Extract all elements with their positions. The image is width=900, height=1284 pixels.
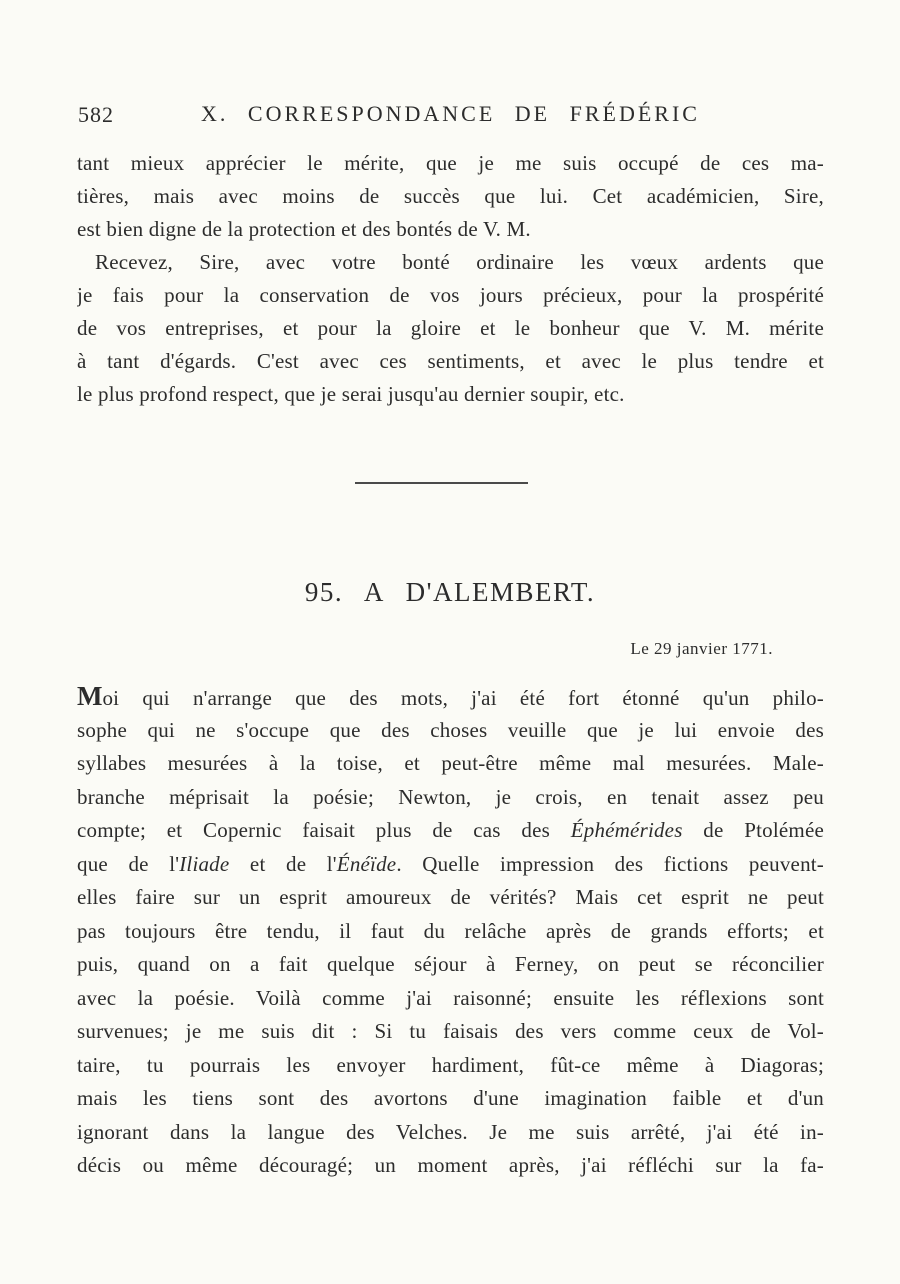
text-line [77, 848, 824, 882]
running-header [77, 101, 824, 129]
text-line: Recevez, Sire, avec votre bonté ordinaire les vœux ardents que [95, 250, 824, 274]
initial-capital: M [77, 681, 103, 711]
text-line: mais les tiens sont des avortons d'une imagination faible et d'un [77, 1086, 824, 1110]
letter-date: Le 29 janvier 1771. [630, 639, 773, 658]
letter-body [77, 680, 824, 1183]
closing-passage [77, 147, 824, 411]
text-line: tant mieux apprécier le mérite, que je me suis occupé de ces ma- [77, 151, 824, 175]
italic-title-segment: Iliade [179, 851, 230, 876]
section-divider-rule [355, 482, 528, 484]
text-line: à tant d'égards. C'est avec ces sentiments, et avec le plus tendre et [77, 349, 824, 373]
text-line: de vos entreprises, et pour la gloire et le bonheur que V. M. mérite [77, 316, 824, 340]
text-line: est bien digne de la protection et des bontés de V. M. [77, 217, 531, 241]
text-line [77, 814, 824, 848]
section-heading: 95. A D'ALEMBERT. [304, 577, 596, 607]
text-line: pas toujours être tendu, il faut du relâche après de grands efforts; et [77, 918, 824, 943]
text-segment: de Ptolémée [682, 818, 824, 842]
text-line: taire, tu pourrais les envoyer hardiment, fût-ce même à Diagoras; [77, 1052, 824, 1077]
text-line: elles faire sur un esprit amoureux de vérités? Mais cet esprit ne peut [77, 885, 824, 909]
text-line: je fais pour la conservation de vos jours précieux, pour la prospérité [77, 283, 824, 307]
text-line: ignorant dans la langue des Velches. Je me suis arrêté, j'ai été in- [77, 1119, 824, 1144]
text-line: avec la poésie. Voilà comme j'ai raisonné; ensuite les réflexions sont [77, 985, 824, 1010]
page-number: 582 [78, 102, 114, 127]
text-segment: oi qui n'arrange que des mots, j'ai été fort étonné qu'un philo- [102, 686, 824, 710]
text-segment: que de l' [77, 851, 180, 876]
italic-title-segment: Énéïde [336, 851, 397, 876]
text-line: le plus profond respect, que je serai jusqu'au dernier soupir, etc. [77, 382, 625, 406]
italic-title-segment: Éphémérides [570, 818, 683, 842]
text-line: sophe qui ne s'occupe que des choses veuille que je lui envoie des [77, 717, 824, 742]
text-line: tières, mais avec moins de succès que lui. Cet académicien, Sire, [77, 184, 824, 208]
text-line: branche méprisait la poésie; Newton, je crois, en tenait assez peu [77, 784, 824, 809]
text-line: puis, quand on a fait quelque séjour à Ferney, on peut se réconcilier [77, 952, 824, 976]
text-segment: compte; et Copernic faisait plus de cas des [77, 818, 571, 842]
text-line: syllabes mesurées à la toise, et peut-être même mal mesurées. Male- [77, 751, 824, 775]
text-segment: . Quelle impression des fictions peuvent- [396, 851, 824, 876]
text-line [77, 680, 824, 714]
text-line: décis ou même découragé; un moment après, j'ai réfléchi sur la fa- [77, 1153, 824, 1177]
text-line: survenues; je me suis dit : Si tu faisais des vers comme ceux de Vol- [77, 1019, 824, 1043]
running-title: X. CORRESPONDANCE DE FRÉDÉRIC [201, 101, 700, 126]
text-segment: et de l' [229, 851, 337, 876]
